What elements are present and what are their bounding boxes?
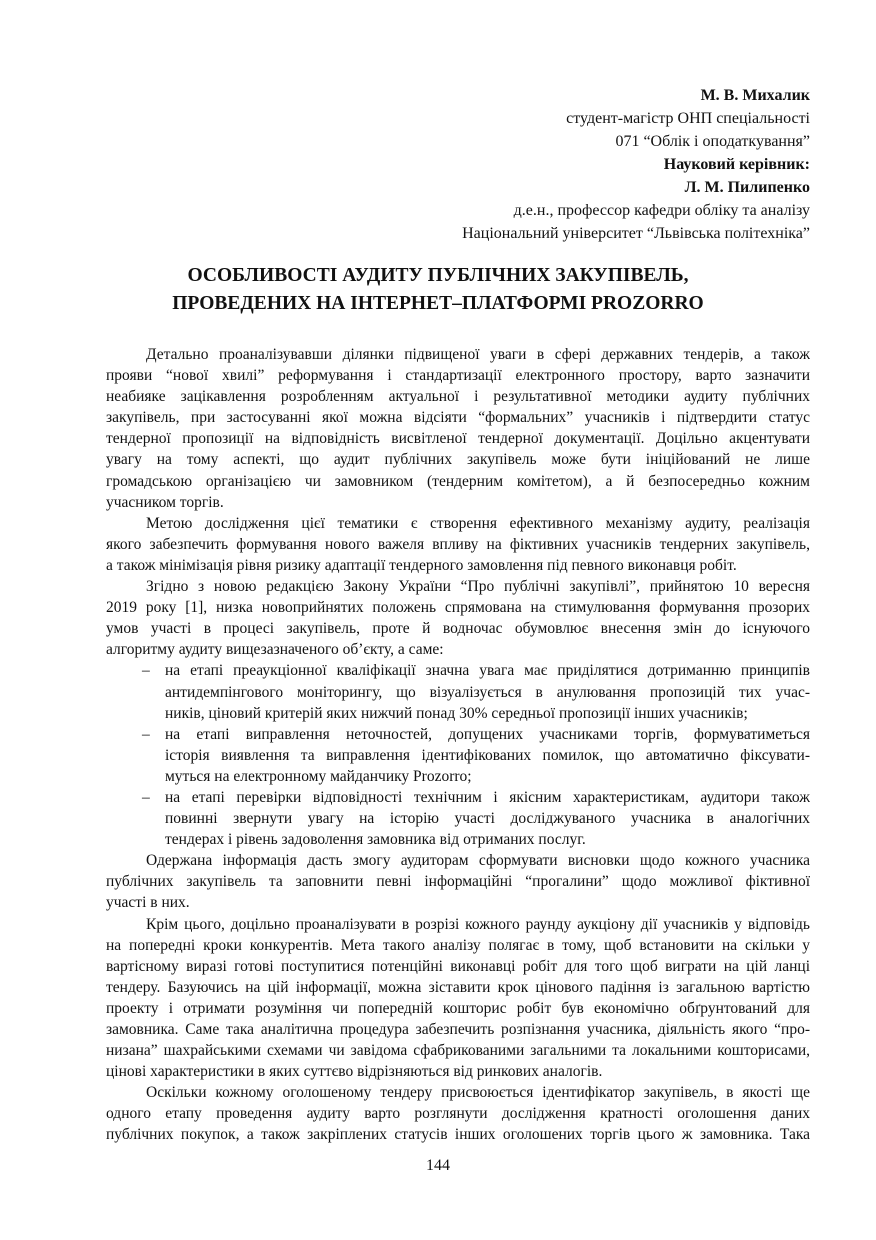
text-line: цінові характеристики в яких суттєво відрізняються від ринкових аналогів. bbox=[106, 1063, 603, 1081]
text-line: публічних закупівель та заповнити певні інформаційні “прогалини” щодо можливої фіктивної bbox=[106, 873, 810, 891]
text-line: прояви “нової хвилі” реформування і стандартизації електронного простору, варто зазначити bbox=[106, 367, 810, 385]
supervisor-name: Л. М. Пилипенко bbox=[684, 179, 810, 196]
text-line: низана” шахрайськими схемами чи завідома сфабрикованими загальними та локальними кошторисами, bbox=[106, 1042, 810, 1060]
text-line: Крім цього, доцільно проаналізувати в розрізі кожного раунду аукціону дії учасників у відповідь bbox=[146, 915, 810, 933]
bullet-dash: – bbox=[142, 662, 150, 680]
author-name: М. В. Михалик bbox=[700, 87, 810, 104]
text-line: Одержана інформація дасть змогу аудиторам сформувати висновки щодо кожного учасника bbox=[146, 852, 810, 870]
paragraph bbox=[106, 914, 810, 1083]
text-line: муться на електронному майданчику Prozorro; bbox=[165, 767, 472, 785]
text-line: 2019 року [1], низка новоприйнятих положень спрямована на стимулювання формування прозорих bbox=[106, 599, 810, 617]
text-line: умов участі в процесі закупівель, проте й водночас обумовлює внесення змін до існуючого bbox=[106, 620, 810, 638]
paragraph bbox=[106, 344, 810, 513]
paragraph bbox=[106, 513, 810, 576]
article-body bbox=[106, 344, 810, 1146]
text-line: Згідно з новою редакцією Закону України “Про публічні закупівлі”, прийнятою 10 вересня bbox=[146, 578, 810, 596]
bullet-dash: – bbox=[142, 788, 150, 806]
bullet-item bbox=[106, 787, 810, 850]
page-number: 144 bbox=[426, 1157, 450, 1174]
title-line: ПРОВЕДЕНИХ НА ІНТЕРНЕТ–ПЛАТФОРМІ PROZORRO bbox=[172, 293, 704, 314]
text-line: Оскільки кожному оголошеному тендеру присвоюється ідентифікатор закупівель, в якості ще bbox=[146, 1084, 810, 1102]
text-line: вартісному виразі готові поступитися потенційні виконавці робіт для того щоб виграти на цій ланці bbox=[106, 957, 810, 975]
paragraph bbox=[106, 850, 810, 913]
bullet-item bbox=[106, 660, 810, 723]
text-line: тендерної пропозиції на відповідність висвітленої тендерної документації. Доцільно акцентувати bbox=[106, 430, 810, 448]
text-line: увагу на тому аспекті, що аудит публічних закупівель може бути ініційований не лише bbox=[106, 451, 810, 469]
text-line: на етапі перевірки відповідності технічним і якісним характеристикам, аудитори також bbox=[165, 788, 810, 806]
text-line: на попередні кроки конкурентів. Мета такого аналізу полягає в тому, щоб встановити на скільки у bbox=[106, 936, 810, 954]
text-line: участі в них. bbox=[106, 894, 190, 912]
text-line: тендеру. Базуючись на цій інформації, можна зіставити крок цінового падіння із загальною вартістю bbox=[106, 978, 810, 996]
text-line: тендерах і рівень задоволення замовника від отриманих послуг. bbox=[165, 831, 586, 849]
text-line: учасником торгів. bbox=[106, 493, 224, 511]
text-line: неабияке зацікавлення розробленням актуальної і результативної методики аудиту публічних bbox=[106, 388, 810, 406]
author-specialty: 071 “Облік і оподаткування” bbox=[615, 133, 810, 150]
supervisor-label: Науковий керівник: bbox=[663, 156, 810, 173]
author-block bbox=[462, 84, 810, 245]
article-title bbox=[0, 262, 876, 318]
text-line: одного етапу проведення аудиту варто розглянути дослідження кратності оголошення даних bbox=[106, 1105, 810, 1123]
university: Національний університет “Львівська політехніка” bbox=[462, 225, 810, 242]
text-line: антидемпінгового моніторингу, що візуалізується в анулювання пропозицій тих учас- bbox=[165, 683, 810, 701]
text-line: на етапі виправлення неточностей, допущених учасниками торгів, формуватиметься bbox=[165, 725, 810, 743]
text-line: ників, ціновий критерій яких нижчий понад 30% середньої пропозиції інших учасників; bbox=[165, 704, 748, 722]
text-line: Метою дослідження цієї тематики є створення ефективного механізму аудиту, реалізація bbox=[146, 514, 810, 532]
text-line: громадською організацією чи замовником (тендерним комітетом), а й безпосередньо кожним bbox=[106, 472, 810, 490]
text-line: Детально проаналізувавши ділянки підвищеної уваги в сфері державних тендерів, а також bbox=[146, 346, 810, 363]
text-line: публічних покупок, а також закріплених статусів інших оголошених торгів цього ж замовника. Така bbox=[106, 1126, 810, 1144]
text-line: проекту і отримати розуміння чи попередній кошторис робіт був економічно обґрунтований для bbox=[106, 999, 810, 1017]
text-line: повинні звернути увагу на історію участі досліджуваного учасника в аналогічних bbox=[165, 810, 810, 828]
bullet-dash: – bbox=[142, 725, 150, 743]
text-line: замовника. Саме така аналітична процедура забезпечить розпізнання учасника, діяльність якого “про- bbox=[106, 1021, 810, 1038]
text-line: історія виявлення та виправлення ідентифікованих помилок, що автоматично фіксувати- bbox=[165, 746, 810, 764]
text-line: якого забезпечить формування нового важеля впливу на фіктивних учасників тендерних закупівель, bbox=[106, 535, 810, 553]
paragraph bbox=[106, 576, 810, 660]
author-position: студент-магістр ОНП спеціальності bbox=[566, 110, 810, 127]
supervisor-position: д.е.н., профессор кафедри обліку та аналізу bbox=[513, 202, 810, 219]
paragraph bbox=[106, 1082, 810, 1145]
bullet-item bbox=[106, 724, 810, 787]
text-line: на етапі преаукціонної кваліфікації значна увага має приділятися дотриманню принципів bbox=[165, 662, 810, 680]
title-line: ОСОБЛИВОСТІ АУДИТУ ПУБЛІЧНИХ ЗАКУПІВЕЛЬ, bbox=[187, 265, 689, 286]
text-line: алгоритму аудиту вищезазначеного об’єкту, а саме: bbox=[106, 641, 444, 659]
text-line: закупівель, при застосуванні якої можна відсіяти “формальних” учасників і підтвердити статус bbox=[106, 409, 810, 427]
text-line: а також мінімізація рівня ризику адаптації тендерного замовлення під певного виконавця робіт. bbox=[106, 556, 737, 574]
